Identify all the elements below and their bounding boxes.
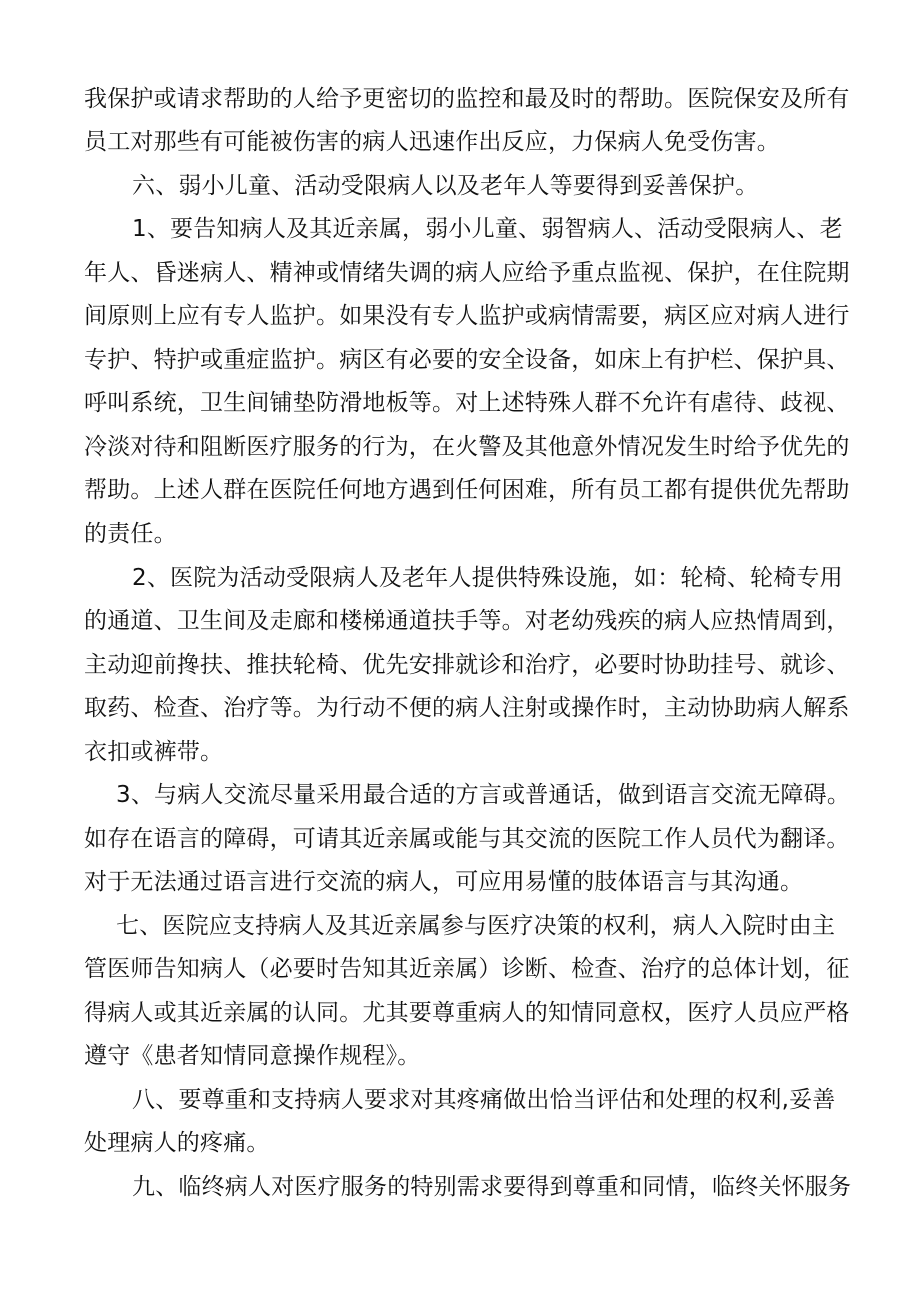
paragraph-heading-eight: 八、要尊重和支持病人要求对其疼痛做出恰当评估和处理的权利,妥善 xyxy=(132,1087,836,1113)
text-line: 的通道、卫生间及走廊和楼梯通道扶手等。对老幼残疾的病人应热情周到， xyxy=(84,608,850,634)
text-line: 员工对那些有可能被伤害的病人迅速作出反应，力保病人免受伤害。 xyxy=(84,129,780,155)
text-line: 呼叫系统，卫生间铺垫防滑地板等。对上述特殊人群不允许有虐待、歧视、 xyxy=(84,390,850,416)
text-line: 冷淡对待和阻断医疗服务的行为，在火警及其他意外情况发生时给予优先的 xyxy=(84,434,850,460)
text-line: 专护、特护或重症监护。病区有必要的安全设备，如床上有护栏、保护具、 xyxy=(84,347,850,373)
paragraph-heading-seven: 七、医院应支持病人及其近亲属参与医疗决策的权利，病人入院时由主 xyxy=(116,913,836,939)
paragraph-heading-nine: 九、临终病人对医疗服务的特别需求要得到尊重和同情，临终关怀服务 xyxy=(132,1174,852,1200)
text-line: 对于无法通过语言进行交流的病人，可应用易懂的肢体语言与其沟通。 xyxy=(84,869,804,895)
text-line: 管医师告知病人（必要时告知其近亲属）诊断、检查、治疗的总体计划，征 xyxy=(84,956,850,982)
text-line: 3、与病人交流尽量采用最合适的方言或普通话，做到语言交流无障碍。 xyxy=(116,782,851,808)
text-line: 2、医院为活动受限病人及老年人提供特殊设施，如：轮椅、轮椅专用 xyxy=(132,565,843,591)
text-line: 间原则上应有专人监护。如果没有专人监护或病情需要，病区应对病人进行 xyxy=(84,303,850,329)
text-line: 1、要告知病人及其近亲属，弱小儿童、弱智病人、活动受限病人、老 xyxy=(132,216,843,242)
text-line: 得病人或其近亲属的认同。尤其要尊重病人的知情同意权，医疗人员应严格 xyxy=(84,1000,850,1026)
text-line: 帮助。上述人群在医院任何地方遇到任何困难，所有员工都有提供优先帮助 xyxy=(84,477,850,503)
text-line: 取药、检查、治疗等。为行动不便的病人注射或操作时，主动协助病人解系 xyxy=(84,695,850,721)
text-line: 主动迎前搀扶、推扶轮椅、优先安排就诊和治疗，必要时协助挂号、就诊、 xyxy=(84,652,850,678)
text-line: 我保护或请求帮助的人给予更密切的监控和最及时的帮助。医院保安及所有 xyxy=(84,86,850,112)
text-line: 年人、昏迷病人、精神或情绪失调的病人应给予重点监视、保护，在住院期 xyxy=(84,260,850,286)
text-line: 遵守《患者知情同意操作规程》。 xyxy=(84,1043,421,1069)
text-line: 衣扣或裤带。 xyxy=(84,739,224,765)
text-line: 处理病人的疼痛。 xyxy=(84,1130,270,1156)
text-line: 如存在语言的障碍，可请其近亲属或能与其交流的医院工作人员代为翻译。 xyxy=(84,826,850,852)
paragraph-heading-six: 六、弱小儿童、活动受限病人以及老年人等要得到妥善保护。 xyxy=(132,173,759,199)
text-line: 的责任。 xyxy=(84,521,177,547)
